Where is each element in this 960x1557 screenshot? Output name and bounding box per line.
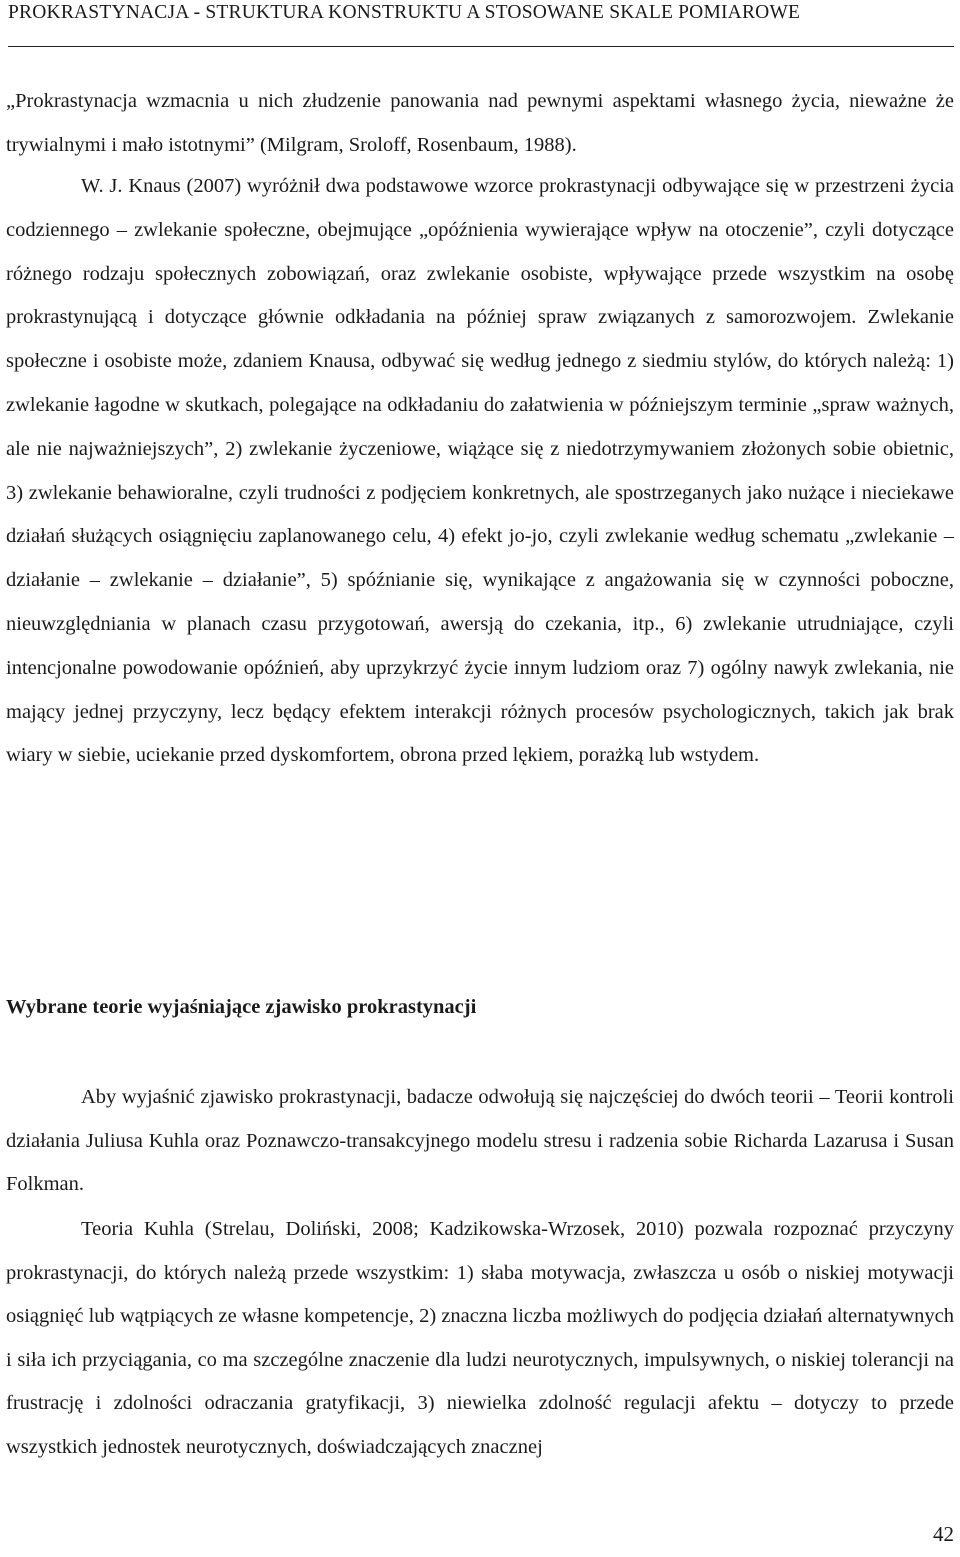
section-heading: Wybrane teorie wyjaśniające zjawisko prokrastynacji: [6, 996, 477, 1018]
paragraph-kuhl-theory: Teoria Kuhla (Strelau, Doliński, 2008; Kadzikowska-Wrzosek, 2010) pozwala rozpoznać przyczyny prokrastynacji, do których należą przede wszystkim: 1) słaba motywacja, zwłaszcza u osób o niskiej motywacji osiągnięć lub wątpiących ze własne kompetencje, 2) znaczna liczba możliwych do podjęcia działań alternatywnych i siła ich przyciągania, co ma szczególne znaczenie dla ludzi neurotycznych, impulsywnych, o niskiej tolerancji na frustrację i zdolności odraczania gratyfikacji, 3) niewielka zdolność regulacji afektu – dotyczy to przede wszystkich jednostek neurotycznych, doświadczających znacznej: [6, 1218, 954, 1458]
running-header: PROKRASTYNACJA - STRUKTURA KONSTRUKTU A STOSOWANE SKALE POMIAROWE: [8, 2, 801, 23]
paragraph-theories-intro: Aby wyjaśnić zjawisko prokrastynacji, badacze odwołują się najczęściej do dwóch teorii – Teorii kontroli działania Juliusa Kuhla oraz Poznawczo-transakcyjnego modelu stresu i radzenia sobie Richarda Lazarusa i Susan Folkman.: [6, 1086, 954, 1196]
header-rule: [8, 46, 954, 47]
paragraph-knaus-styles: W. J. Knaus (2007) wyróżnił dwa podstawowe wzorce prokrastynacji odbywające się w przestrzeni życia codziennego – zwlekanie społeczne, obejmujące „opóźnienia wywierające wpływ na otoczenie”, czyli dotyczące różnego rodzaju społecznych zobowiązań, oraz zwlekanie osobiste, wpływające przede wszystkim na osobę prokrastynującą i dotyczące głównie odkładania na później spraw związanych z samorozwojem. Zwlekanie społeczne i osobiste może, zdaniem Knausa, odbywać się według jednego z siedmiu stylów, do których należą: 1) zwlekanie łagodne w skutkach, polegające na odkładaniu do załatwienia w późniejszym terminie „spraw ważnych, ale nie najważniejszych”, 2) zwlekanie życzeniowe, wiążące się z niedotrzymywaniem złożonych sobie obietnic, 3) zwlekanie behawioralne, czyli trudności z podjęciem konkretnych, ale spostrzeganych jako nużące i nieciekawe działań służących osiągnięciu zaplanowanego celu, 4) efekt jo-jo, czyli zwlekanie według schematu „zwlekanie – działanie – zwlekanie – działanie”, 5) spóźnianie się, wynikające z angażowania się w czynności poboczne, nieuwzględniania w planach czasu przygotowań, awersją do czekania, itp., 6) zwlekanie utrudniające, czyli intencjonalne powodowanie opóźnień, aby uprzykrzyć życie innym ludziom oraz 7) ogólny nawyk zwlekania, nie mający jednej przyczyny, lecz będący efektem interakcji różnych procesów psychologicznych, takich jak brak wiary w siebie, uciekanie przed dyskomfortem, obrona przed lękiem, porażką lub wstydem.: [6, 175, 954, 767]
paragraph-quote: „Prokrastynacja wzmacnia u nich złudzenie panowania nad pewnymi aspektami własnego życia, nieważne że trywialnymi i mało istotnymi” (Milgram, Sroloff, Rosenbaum, 1988).: [6, 90, 954, 156]
page-number: 42: [933, 1522, 954, 1546]
